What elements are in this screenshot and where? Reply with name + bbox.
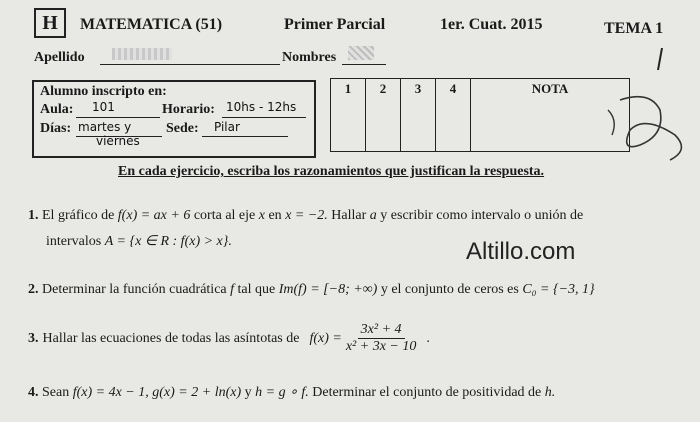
q3-number: 3. <box>28 330 39 346</box>
q1-point: x = −2. <box>285 208 328 223</box>
apellido-handwriting <box>112 48 172 60</box>
grade-table <box>330 78 630 152</box>
grade-nota: NOTA <box>471 79 630 152</box>
dias-value-1: martes y <box>78 120 132 134</box>
exam-period: 1er. Cuat. 2015 <box>440 16 543 33</box>
apellido-field[interactable] <box>100 64 280 65</box>
q3-end: . <box>426 330 430 346</box>
q4-h-end: h. <box>544 385 556 400</box>
signature-scribble <box>590 40 700 180</box>
grade-col-1: 1 <box>331 79 366 152</box>
question-1 <box>28 208 583 224</box>
q3-fraction <box>346 322 417 355</box>
exam-title: Primer Parcial <box>284 16 386 33</box>
grade-col-3: 3 <box>401 79 436 152</box>
q1-axis: x <box>258 208 265 223</box>
q4-text-d: y <box>244 385 252 400</box>
q1-text-l2a: intervalos <box>46 234 102 249</box>
q1-function: f(x) = ax + 6 <box>117 208 191 223</box>
q1-set: A = {x ∈ R : f(x) > x}. <box>104 234 232 249</box>
q4-h: h = g ∘ f. <box>255 385 309 400</box>
sede-label: Sede: <box>166 121 199 136</box>
version-letter: H <box>34 8 66 38</box>
q2-zeros: C₀ = {−3, 1} <box>522 282 595 297</box>
q3-function: f(x) = <box>309 330 342 346</box>
q2-number: 2. <box>28 282 39 297</box>
q1-text-g: Hallar <box>331 208 367 223</box>
aula-value: 101 <box>92 100 115 114</box>
horario-value: 10hs - 12hs <box>226 100 297 114</box>
q3-text-a: Hallar las ecuaciones de todas las asíntotas de <box>42 330 300 346</box>
apellido-label: Apellido <box>34 50 85 65</box>
grade-col-4: 4 <box>436 79 471 152</box>
q3-numerator: 3x² + 4 <box>358 322 405 339</box>
aula-line <box>76 117 160 118</box>
q1-text-a: El gráfico de <box>42 208 115 223</box>
q1-text-c: corta al eje <box>193 208 256 223</box>
sede-value: Pilar <box>214 120 240 134</box>
q2-text-a: Determinar la función cuadrática <box>42 282 227 297</box>
q4-text-f: Determinar el conjunto de positividad de <box>312 385 542 400</box>
q2-f: f <box>230 282 235 297</box>
question-1-line-2 <box>46 233 232 250</box>
question-3 <box>28 322 430 355</box>
q4-f: f(x) = 4x − 1, <box>72 385 149 400</box>
aula-label: Aula: <box>40 102 74 117</box>
q3-denominator: x² + 3x − 10 <box>345 339 417 354</box>
dias-label: Días: <box>40 121 72 136</box>
horario-label: Horario: <box>162 102 215 117</box>
nombres-label: Nombres <box>282 50 337 65</box>
q2-text-c: tal que <box>237 282 276 297</box>
info-title: Alumno inscripto en: <box>40 84 167 99</box>
q4-text-a: Sean <box>42 385 70 400</box>
course-title: MATEMATICA (51) <box>80 16 223 33</box>
tema-label: TEMA 1 <box>604 20 664 37</box>
watermark: Altillo.com <box>466 238 576 265</box>
q1-param: a <box>369 208 377 223</box>
q1-text-i: y escribir como intervalo o unión de <box>380 208 584 223</box>
q4-number: 4. <box>28 385 39 400</box>
q1-number: 1. <box>28 208 39 223</box>
horario-line <box>222 117 306 118</box>
q4-g: g(x) = 2 + ln(x) <box>152 385 242 400</box>
q2-text-e: y el conjunto de ceros es <box>380 282 519 297</box>
question-4 <box>28 384 555 401</box>
sede-line <box>202 136 288 137</box>
instruction: En cada ejercicio, escriba los razonamientos que justifican la respuesta. <box>118 164 545 179</box>
nombres-field[interactable] <box>342 64 386 65</box>
grade-col-2: 2 <box>366 79 401 152</box>
dias-value-2: viernes <box>96 134 140 148</box>
nombres-handwriting <box>348 46 374 60</box>
question-2 <box>28 282 595 298</box>
q1-text-e: en <box>268 208 282 223</box>
q2-image: Im(f) = [−8; +∞) <box>278 282 378 297</box>
